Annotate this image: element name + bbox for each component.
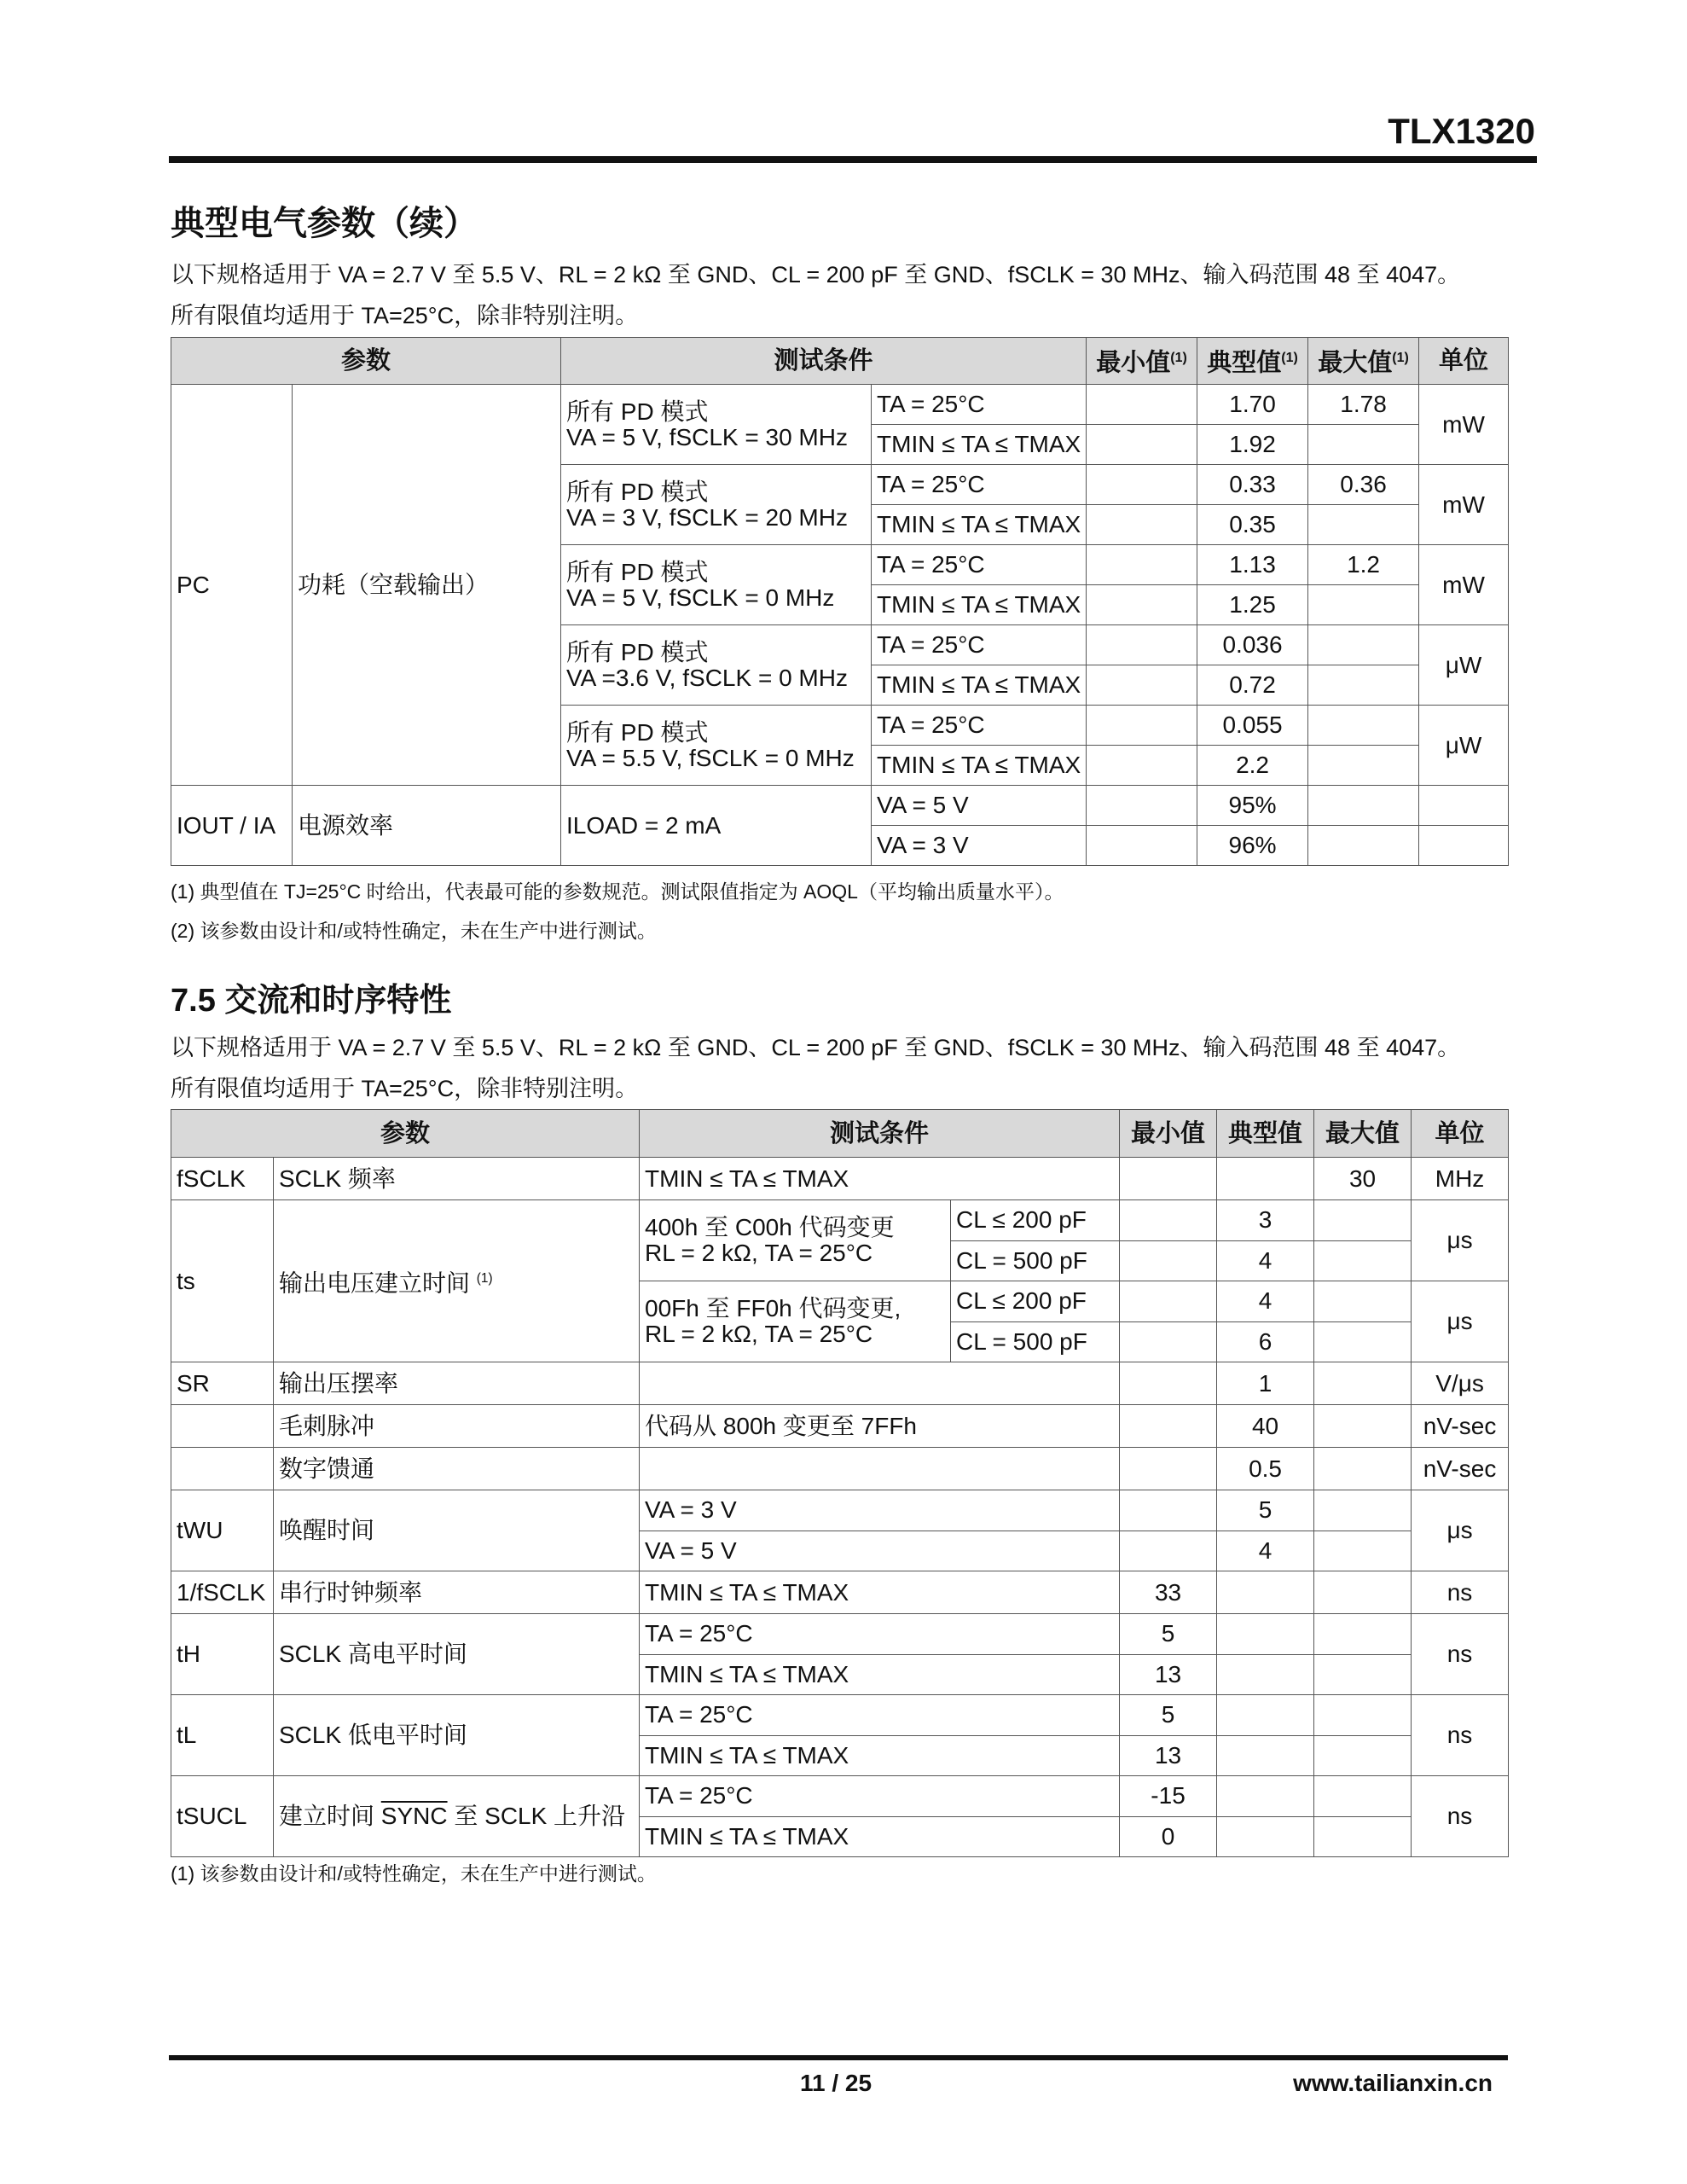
unit: mW	[1419, 385, 1509, 465]
max-value	[1314, 1448, 1412, 1490]
typ-value: 95%	[1197, 786, 1308, 826]
cond: VA = 3 V	[640, 1490, 1120, 1531]
min-value	[1087, 665, 1197, 706]
col-cond: 测试条件	[561, 338, 1087, 385]
unit: ns	[1412, 1614, 1509, 1695]
param-symbol: tWU	[171, 1490, 274, 1571]
table-row	[171, 1614, 1509, 1655]
typ-value: 5	[1217, 1490, 1314, 1531]
param-symbol: IOUT / IA	[171, 786, 293, 866]
min-value	[1120, 1200, 1217, 1241]
col-min: 最小值$^{(1)}$	[1087, 338, 1197, 385]
cond-temp: TMIN ≤ TA ≤ TMAX	[872, 425, 1087, 465]
section-intro	[171, 1027, 1535, 1109]
param-symbol: tL	[171, 1695, 274, 1776]
unit	[1419, 786, 1509, 826]
unit: mW	[1419, 545, 1509, 625]
unit: MHz	[1412, 1158, 1509, 1200]
min-value: 13	[1120, 1654, 1217, 1695]
col-unit: 单位	[1412, 1110, 1509, 1158]
max-value	[1314, 1776, 1412, 1817]
table-footnote: (2) 该参数由设计和/或特性确定，未在生产中进行测试。	[171, 920, 657, 942]
min-value	[1087, 786, 1197, 826]
param-name: 毛刺脉冲	[274, 1405, 640, 1448]
param-name: 建立时间 SYNC 至 SCLK 上升沿	[274, 1776, 640, 1857]
intro-line: 以下规格适用于 VA = 2.7 V 至 5.5 V、RL = 2 kΩ 至 GND、CL = 200 pF 至 GND、fSCLK = 30 MHz、输入码范围 48 至 4047。	[171, 262, 1461, 288]
unit: μW	[1419, 706, 1509, 786]
param-name: SCLK 低电平时间	[274, 1695, 640, 1776]
typ-value: 3	[1217, 1200, 1314, 1241]
page-number: 11 / 25	[799, 2070, 872, 2096]
col-unit: 单位	[1419, 338, 1509, 385]
table-header	[171, 338, 1509, 385]
cond-group: ILOAD = 2 mA	[561, 786, 872, 866]
unit	[1419, 826, 1509, 866]
unit: ns	[1412, 1776, 1509, 1857]
table-row	[171, 786, 1509, 826]
cond	[640, 1448, 1120, 1490]
document-id: TLX1320	[1388, 111, 1535, 151]
cond-temp: TMIN ≤ TA ≤ TMAX	[872, 585, 1087, 625]
section-title: 典型电气参数（续）	[171, 205, 478, 242]
typ-value: 0.33	[1197, 465, 1308, 505]
table-row	[171, 1776, 1509, 1817]
cond-supply: VA = 3 V	[872, 826, 1087, 866]
table-row	[171, 1571, 1509, 1614]
cond-supply: VA = 5 V	[872, 786, 1087, 826]
max-value: 1.78	[1308, 385, 1419, 425]
typ-value: 4	[1217, 1281, 1314, 1322]
param-name: 串行时钟频率	[274, 1571, 640, 1614]
min-value	[1120, 1405, 1217, 1448]
unit: mW	[1419, 465, 1509, 545]
typ-value: 0.055	[1197, 706, 1308, 746]
param-symbol: tSUCL	[171, 1776, 274, 1857]
min-value	[1087, 585, 1197, 625]
max-value: 30	[1314, 1158, 1412, 1200]
max-value	[1314, 1816, 1412, 1857]
col-typ: 典型值	[1217, 1110, 1314, 1158]
cond-temp: TA = 25°C	[872, 465, 1087, 505]
param-symbol: ts	[171, 1200, 274, 1362]
unit: V/μs	[1412, 1362, 1509, 1405]
max-value	[1308, 706, 1419, 746]
unit: nV-sec	[1412, 1448, 1509, 1490]
intro-line: 以下规格适用于 VA = 2.7 V 至 5.5 V、RL = 2 kΩ 至 GND、CL = 200 pF 至 GND、fSCLK = 30 MHz、输入码范围 48 至 4047。	[171, 1035, 1461, 1060]
param-name: 输出压摆率	[274, 1362, 640, 1405]
website-link[interactable]: www.tailianxin.cn	[1293, 2070, 1493, 2096]
cond-temp: TA = 25°C	[872, 625, 1087, 665]
typ-value	[1217, 1776, 1314, 1817]
cond-group: 400h 至 C00h 代码变更 RL = 2 kΩ, TA = 25°C	[640, 1200, 951, 1281]
col-param: 参数	[171, 338, 561, 385]
cond-group: 所有 PD 模式 VA =3.6 V, fSCLK = 0 MHz	[561, 625, 872, 706]
min-value	[1087, 746, 1197, 786]
unit: ns	[1412, 1695, 1509, 1776]
cond-group: 所有 PD 模式 VA = 3 V, fSCLK = 20 MHz	[561, 465, 872, 545]
cond-temp: TA = 25°C	[872, 385, 1087, 425]
typ-value: 4	[1217, 1240, 1314, 1281]
cond: TA = 25°C	[640, 1695, 1120, 1736]
max-value	[1314, 1654, 1412, 1695]
param-symbol: 1/fSCLK	[171, 1571, 274, 1614]
cond: TMIN ≤ TA ≤ TMAX	[640, 1654, 1120, 1695]
col-min: 最小值	[1120, 1110, 1217, 1158]
param-name: SCLK 高电平时间	[274, 1614, 640, 1695]
col-cond: 测试条件	[640, 1110, 1120, 1158]
min-value: 33	[1120, 1571, 1217, 1614]
col-max: 最大值$^{(1)}$	[1308, 338, 1419, 385]
electrical-characteristics-table	[171, 337, 1509, 866]
max-value	[1308, 505, 1419, 545]
typ-value: 1.25	[1197, 585, 1308, 625]
table-row	[171, 1200, 1509, 1241]
typ-value: 0.35	[1197, 505, 1308, 545]
cond: TMIN ≤ TA ≤ TMAX	[640, 1158, 1120, 1200]
max-value: 0.36	[1308, 465, 1419, 505]
max-value	[1308, 425, 1419, 465]
table-row	[171, 1405, 1509, 1448]
min-value	[1120, 1281, 1217, 1322]
cond-temp: TA = 25°C	[872, 545, 1087, 585]
min-value	[1087, 385, 1197, 425]
table-row	[171, 1448, 1509, 1490]
max-value	[1314, 1531, 1412, 1571]
min-value	[1087, 625, 1197, 665]
param-name: 输出电压建立时间 $^{(1)}$	[274, 1200, 640, 1362]
cond-temp: TMIN ≤ TA ≤ TMAX	[872, 505, 1087, 545]
typ-value: 2.2	[1197, 746, 1308, 786]
typ-value	[1217, 1735, 1314, 1776]
table-header	[171, 1110, 1509, 1158]
max-value	[1308, 585, 1419, 625]
min-value: -15	[1120, 1776, 1217, 1817]
max-value: 1.2	[1308, 545, 1419, 585]
param-symbol: fSCLK	[171, 1158, 274, 1200]
min-value	[1087, 545, 1197, 585]
min-value	[1087, 465, 1197, 505]
max-value	[1314, 1405, 1412, 1448]
min-value: 13	[1120, 1735, 1217, 1776]
unit: μs	[1412, 1490, 1509, 1571]
min-value	[1120, 1362, 1217, 1405]
min-value	[1087, 706, 1197, 746]
table-row	[171, 1695, 1509, 1736]
max-value	[1314, 1614, 1412, 1655]
param-name: 唤醒时间	[274, 1490, 640, 1571]
typ-value	[1217, 1158, 1314, 1200]
min-value	[1120, 1158, 1217, 1200]
max-value	[1314, 1571, 1412, 1614]
param-symbol: SR	[171, 1362, 274, 1405]
cond: TA = 25°C	[640, 1776, 1120, 1817]
min-value: 5	[1120, 1695, 1217, 1736]
cond: 代码从 800h 变更至 7FFh	[640, 1405, 1120, 1448]
max-value	[1314, 1321, 1412, 1362]
cond-group: 所有 PD 模式 VA = 5 V, fSCLK = 30 MHz	[561, 385, 872, 465]
col-typ: 典型值$^{(1)}$	[1197, 338, 1308, 385]
cond	[640, 1362, 1120, 1405]
cond: VA = 5 V	[640, 1531, 1120, 1571]
unit: μs	[1412, 1281, 1509, 1362]
table-row	[171, 385, 1509, 425]
table-row	[171, 1158, 1509, 1200]
max-value	[1314, 1735, 1412, 1776]
min-value: 5	[1120, 1614, 1217, 1655]
param-name: 功耗（空载输出）	[293, 385, 561, 786]
cond-group: 所有 PD 模式 VA = 5.5 V, fSCLK = 0 MHz	[561, 706, 872, 786]
table-row	[171, 1362, 1509, 1405]
max-value	[1308, 746, 1419, 786]
max-value	[1308, 625, 1419, 665]
typ-value: 1.70	[1197, 385, 1308, 425]
max-value	[1314, 1490, 1412, 1531]
cond: TMIN ≤ TA ≤ TMAX	[640, 1571, 1120, 1614]
min-value	[1087, 826, 1197, 866]
min-value	[1087, 425, 1197, 465]
table-row	[171, 1490, 1509, 1531]
param-name: 数字馈通	[274, 1448, 640, 1490]
cond-group: 00Fh 至 FF0h 代码变更, RL = 2 kΩ, TA = 25°C	[640, 1281, 951, 1362]
unit: nV-sec	[1412, 1405, 1509, 1448]
cond-load: CL = 500 pF	[951, 1321, 1120, 1362]
typ-value: 0.72	[1197, 665, 1308, 706]
unit: μW	[1419, 625, 1509, 706]
cond: TA = 25°C	[640, 1614, 1120, 1655]
col-param: 参数	[171, 1110, 640, 1158]
param-symbol	[171, 1405, 274, 1448]
param-name: SCLK 频率	[274, 1158, 640, 1200]
table-footnote: (1) 典型值在 TJ=25°C 时给出，代表最可能的参数规范。测试限值指定为 AOQL（平均输出质量水平）。	[171, 880, 1064, 903]
typ-value: 6	[1217, 1321, 1314, 1362]
min-value	[1120, 1448, 1217, 1490]
min-value	[1120, 1531, 1217, 1571]
typ-value	[1217, 1695, 1314, 1736]
min-value	[1087, 505, 1197, 545]
cond: TMIN ≤ TA ≤ TMAX	[640, 1816, 1120, 1857]
header-rule	[169, 156, 1537, 163]
typ-value: 4	[1217, 1531, 1314, 1571]
cond-temp: TMIN ≤ TA ≤ TMAX	[872, 665, 1087, 706]
intro-line: 所有限值均适用于 TA=25°C，除非特别注明。	[171, 1076, 639, 1101]
col-max: 最大值	[1314, 1110, 1412, 1158]
section-intro	[171, 254, 1535, 336]
typ-value	[1217, 1816, 1314, 1857]
min-value	[1120, 1490, 1217, 1531]
max-value	[1314, 1200, 1412, 1241]
typ-value: 96%	[1197, 826, 1308, 866]
typ-value: 1	[1217, 1362, 1314, 1405]
max-value	[1308, 826, 1419, 866]
cond-load: CL = 500 pF	[951, 1240, 1120, 1281]
param-symbol	[171, 1448, 274, 1490]
typ-value: 1.13	[1197, 545, 1308, 585]
typ-value	[1217, 1571, 1314, 1614]
section-title: 7.5 交流和时序特性	[171, 983, 452, 1019]
min-value	[1120, 1321, 1217, 1362]
max-value	[1308, 786, 1419, 826]
param-symbol: PC	[171, 385, 293, 786]
table-footnote: (1) 该参数由设计和/或特性确定，未在生产中进行测试。	[171, 1862, 657, 1885]
unit: ns	[1412, 1571, 1509, 1614]
max-value	[1314, 1695, 1412, 1736]
typ-value: 1.92	[1197, 425, 1308, 465]
max-value	[1308, 665, 1419, 706]
typ-value: 40	[1217, 1405, 1314, 1448]
cond-temp: TMIN ≤ TA ≤ TMAX	[872, 746, 1087, 786]
footer-rule	[169, 2055, 1508, 2060]
param-symbol: tH	[171, 1614, 274, 1695]
min-value: 0	[1120, 1816, 1217, 1857]
cond-temp: TA = 25°C	[872, 706, 1087, 746]
cond: TMIN ≤ TA ≤ TMAX	[640, 1735, 1120, 1776]
typ-value	[1217, 1654, 1314, 1695]
max-value	[1314, 1240, 1412, 1281]
typ-value: 0.036	[1197, 625, 1308, 665]
unit: μs	[1412, 1200, 1509, 1281]
cond-group: 所有 PD 模式 VA = 5 V, fSCLK = 0 MHz	[561, 545, 872, 625]
cond-load: CL ≤ 200 pF	[951, 1281, 1120, 1322]
typ-value: 0.5	[1217, 1448, 1314, 1490]
min-value	[1120, 1240, 1217, 1281]
cond-load: CL ≤ 200 pF	[951, 1200, 1120, 1241]
max-value	[1314, 1281, 1412, 1322]
max-value	[1314, 1362, 1412, 1405]
ac-timing-table	[171, 1109, 1509, 1857]
intro-line: 所有限值均适用于 TA=25°C，除非特别注明。	[171, 303, 639, 328]
typ-value	[1217, 1614, 1314, 1655]
param-name: 电源效率	[293, 786, 561, 866]
